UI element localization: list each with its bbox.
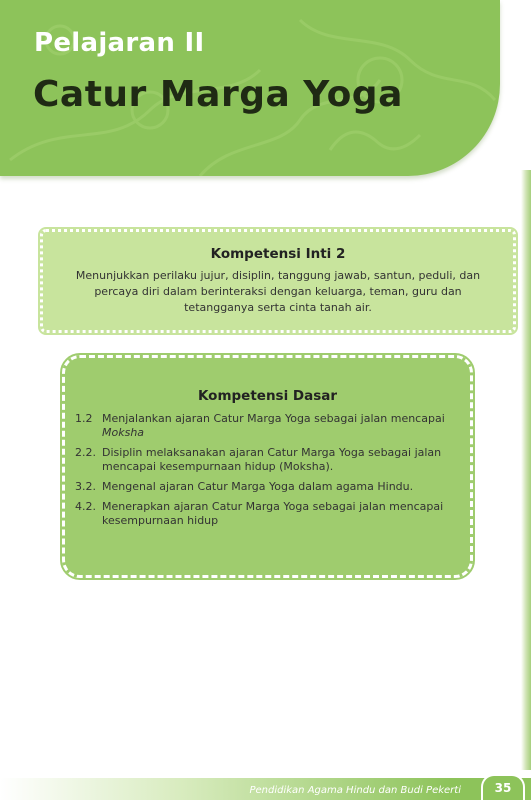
item-number: 2.2.	[75, 446, 96, 459]
item-text: Disiplin melaksanakan ajaran Catur Marga Yoga sebagai jalan mencapai kesempurnaan hidup (Moksha).	[102, 446, 442, 473]
item-text: Menerapkan ajaran Catur Marga Yoga sebagai jalan mencapai kesempurnaan hidup	[102, 500, 444, 527]
list-item	[75, 500, 458, 528]
chapter-header	[0, 0, 500, 176]
item-number: 4.2.	[75, 500, 96, 513]
kompetensi-inti-box	[40, 229, 516, 333]
item-text: Mengenal ajaran Catur Marga Yoga dalam agama Hindu.	[102, 480, 414, 493]
list-item	[75, 480, 458, 494]
item-text-main: Menjalankan ajaran Catur Marga Yoga sebagai jalan mencapai	[102, 412, 445, 425]
kompetensi-dasar-box	[62, 355, 473, 578]
chapter-title: Catur Marga Yoga	[33, 74, 403, 115]
kompetensi-inti-text: Menunjukkan perilaku jujur, disiplin, tanggung jawab, santun, peduli, dan percaya diri dalam berinteraksi dengan keluarga, teman, guru dan tetangganya serta cinta tanah air.	[75, 269, 481, 314]
item-text	[102, 412, 458, 440]
footer-book-title: Pendidikan Agama Hindu dan Budi Pekerti	[249, 785, 461, 796]
list-item	[75, 412, 458, 440]
kompetensi-dasar-title: Kompetensi Dasar	[197, 388, 338, 404]
item-number: 3.2.	[75, 480, 96, 493]
lesson-number: Pelajaran II	[34, 28, 205, 58]
list-item	[75, 446, 458, 474]
item-text-emphasis: Moksha	[102, 426, 145, 439]
kompetensi-inti-title: Kompetensi Inti 2	[210, 246, 346, 262]
page-number: 35	[481, 774, 525, 800]
kompetensi-dasar-list	[65, 412, 470, 528]
page-edge-decoration	[521, 170, 531, 770]
item-number: 1.2	[75, 412, 93, 425]
